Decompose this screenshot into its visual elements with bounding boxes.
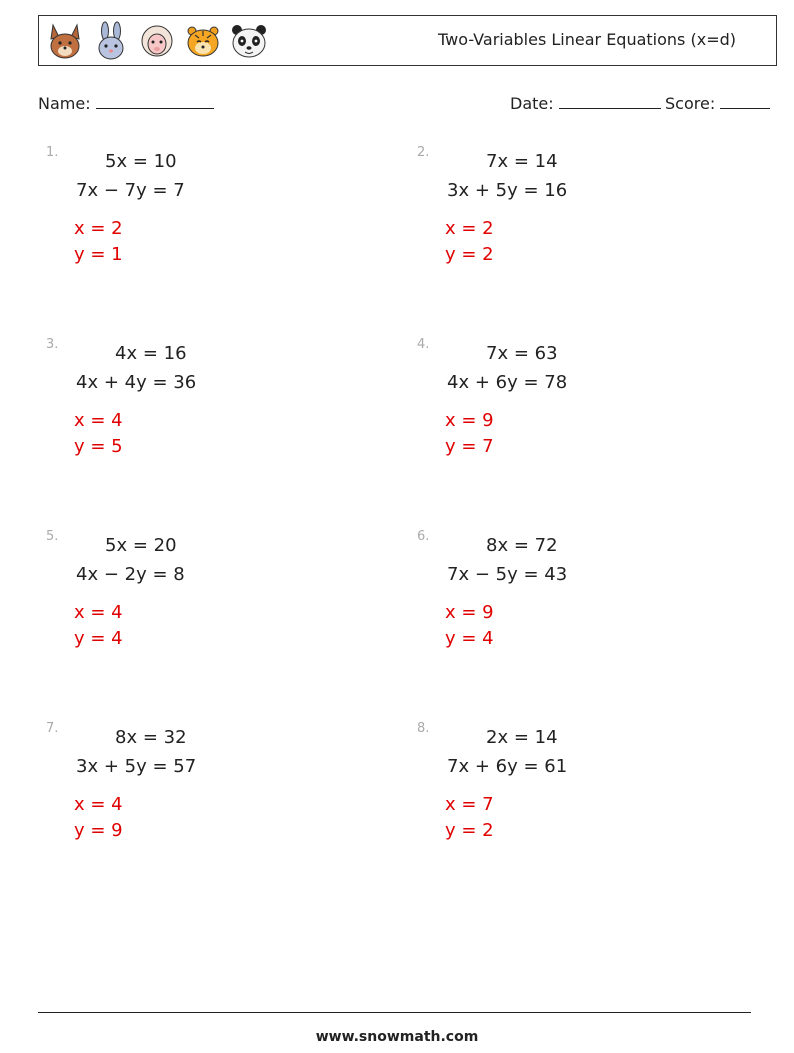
score-label: Score: — [665, 94, 716, 113]
equation-1: 5x = 10 — [105, 151, 177, 172]
answer-y: y = 7 — [445, 436, 494, 457]
problem-3 — [46, 337, 386, 487]
equation-2: 3x + 5y = 16 — [447, 180, 568, 201]
equation-2: 7x − 7y = 7 — [76, 180, 185, 201]
answer-x: x = 4 — [74, 602, 123, 623]
equation-1: 4x = 16 — [115, 343, 187, 364]
worksheet-title: Two-Variables Linear Equations (x=d) — [438, 30, 736, 49]
problem-5 — [46, 529, 386, 679]
equation-1: 7x = 14 — [486, 151, 558, 172]
answer-y: y = 4 — [445, 628, 494, 649]
equation-2: 4x + 6y = 78 — [447, 372, 568, 393]
answer-x: x = 4 — [74, 794, 123, 815]
equation-1: 5x = 20 — [105, 535, 177, 556]
answer-y: y = 4 — [74, 628, 123, 649]
problem-number: 4. — [417, 337, 430, 352]
footer-url[interactable]: www.snowmath.com — [315, 1029, 479, 1045]
name-label: Name: — [38, 94, 91, 113]
problem-1 — [46, 145, 386, 295]
equation-2: 4x − 2y = 8 — [76, 564, 185, 585]
equation-2: 3x + 5y = 57 — [76, 756, 197, 777]
name-field[interactable] — [38, 94, 214, 113]
equation-1: 8x = 32 — [115, 727, 187, 748]
date-blank[interactable] — [559, 94, 661, 109]
problem-number: 6. — [417, 529, 430, 544]
equation-1: 2x = 14 — [486, 727, 558, 748]
date-label: Date: — [510, 94, 554, 113]
answer-x: x = 4 — [74, 410, 123, 431]
answer-x: x = 2 — [445, 218, 494, 239]
score-field[interactable] — [665, 94, 770, 113]
answer-x: x = 9 — [445, 410, 494, 431]
sheep-icon — [137, 21, 177, 61]
answer-y: y = 2 — [445, 820, 494, 841]
equation-2: 7x + 6y = 61 — [447, 756, 568, 777]
answer-y: y = 9 — [74, 820, 123, 841]
score-blank[interactable] — [720, 94, 770, 109]
problem-number: 1. — [46, 145, 59, 160]
tiger-icon — [183, 21, 223, 61]
problem-4 — [417, 337, 757, 487]
problem-6 — [417, 529, 757, 679]
problem-number: 8. — [417, 721, 430, 736]
equation-1: 7x = 63 — [486, 343, 558, 364]
problem-2 — [417, 145, 757, 295]
equation-1: 8x = 72 — [486, 535, 558, 556]
panda-icon — [229, 21, 269, 61]
equation-2: 7x − 5y = 43 — [447, 564, 568, 585]
problem-number: 5. — [46, 529, 59, 544]
header-box — [38, 15, 777, 66]
answer-y: y = 5 — [74, 436, 123, 457]
problem-8 — [417, 721, 757, 871]
equation-2: 4x + 4y = 36 — [76, 372, 197, 393]
answer-x: x = 2 — [74, 218, 123, 239]
footer-divider — [38, 1012, 751, 1013]
answer-y: y = 1 — [74, 244, 123, 265]
date-field[interactable] — [510, 94, 661, 113]
answer-x: x = 9 — [445, 602, 494, 623]
name-blank[interactable] — [96, 94, 214, 109]
problem-number: 7. — [46, 721, 59, 736]
problem-number: 2. — [417, 145, 430, 160]
animal-icons — [45, 21, 269, 61]
rabbit-icon — [91, 21, 131, 61]
answer-x: x = 7 — [445, 794, 494, 815]
problem-7 — [46, 721, 386, 871]
answer-y: y = 2 — [445, 244, 494, 265]
fox-icon — [45, 21, 85, 61]
problem-number: 3. — [46, 337, 59, 352]
